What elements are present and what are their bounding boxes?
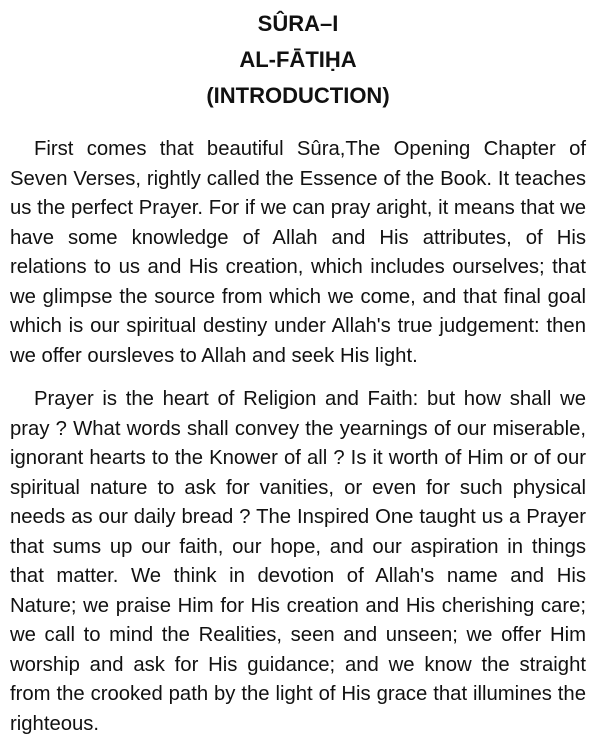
paragraph-2: Prayer is the heart of Religion and Faith: but how shall we pray ? What words shall convey the yearnings of our miserable, ignorant hearts to the Knower of all ? Is it worth of Him or of our spiritual nature to ask for vanities, or even for such physical needs as our daily bread ? The Inspired One taught us a Prayer that sums up our faith, our hope, and our aspiration in things that matter. We think in devotion of Allah's name and His Nature; we praise Him for His creation and His cherishing care; we call to mind the Realities, seen and unseen; we offer Him worship and ask for His guidance; and we know the straight from the crooked path by the light of His grace that illumines the righteous.: [10, 388, 586, 735]
sura-name-heading: AL-FĀTIḤA: [239, 47, 357, 72]
introduction-heading: (INTRODUCTION): [206, 83, 390, 108]
sura-number-heading: SÛRA–I: [257, 11, 339, 36]
body-text: [10, 135, 586, 739]
paragraph-1: First comes that beautiful Sûra,The Opening Chapter of Seven Verses, rightly called the Essence of the Book. It teaches us the perfect Prayer. For if we can pray aright, it means that we have some knowledge of Allah and His attributes, of His relations to us and His creation, which includes ourselves; that we glimpse the source from which we come, and that final goal which is our spiritual destiny under Allah's true judgement: then we offer oursleves to Allah and seek His light.: [10, 138, 586, 367]
